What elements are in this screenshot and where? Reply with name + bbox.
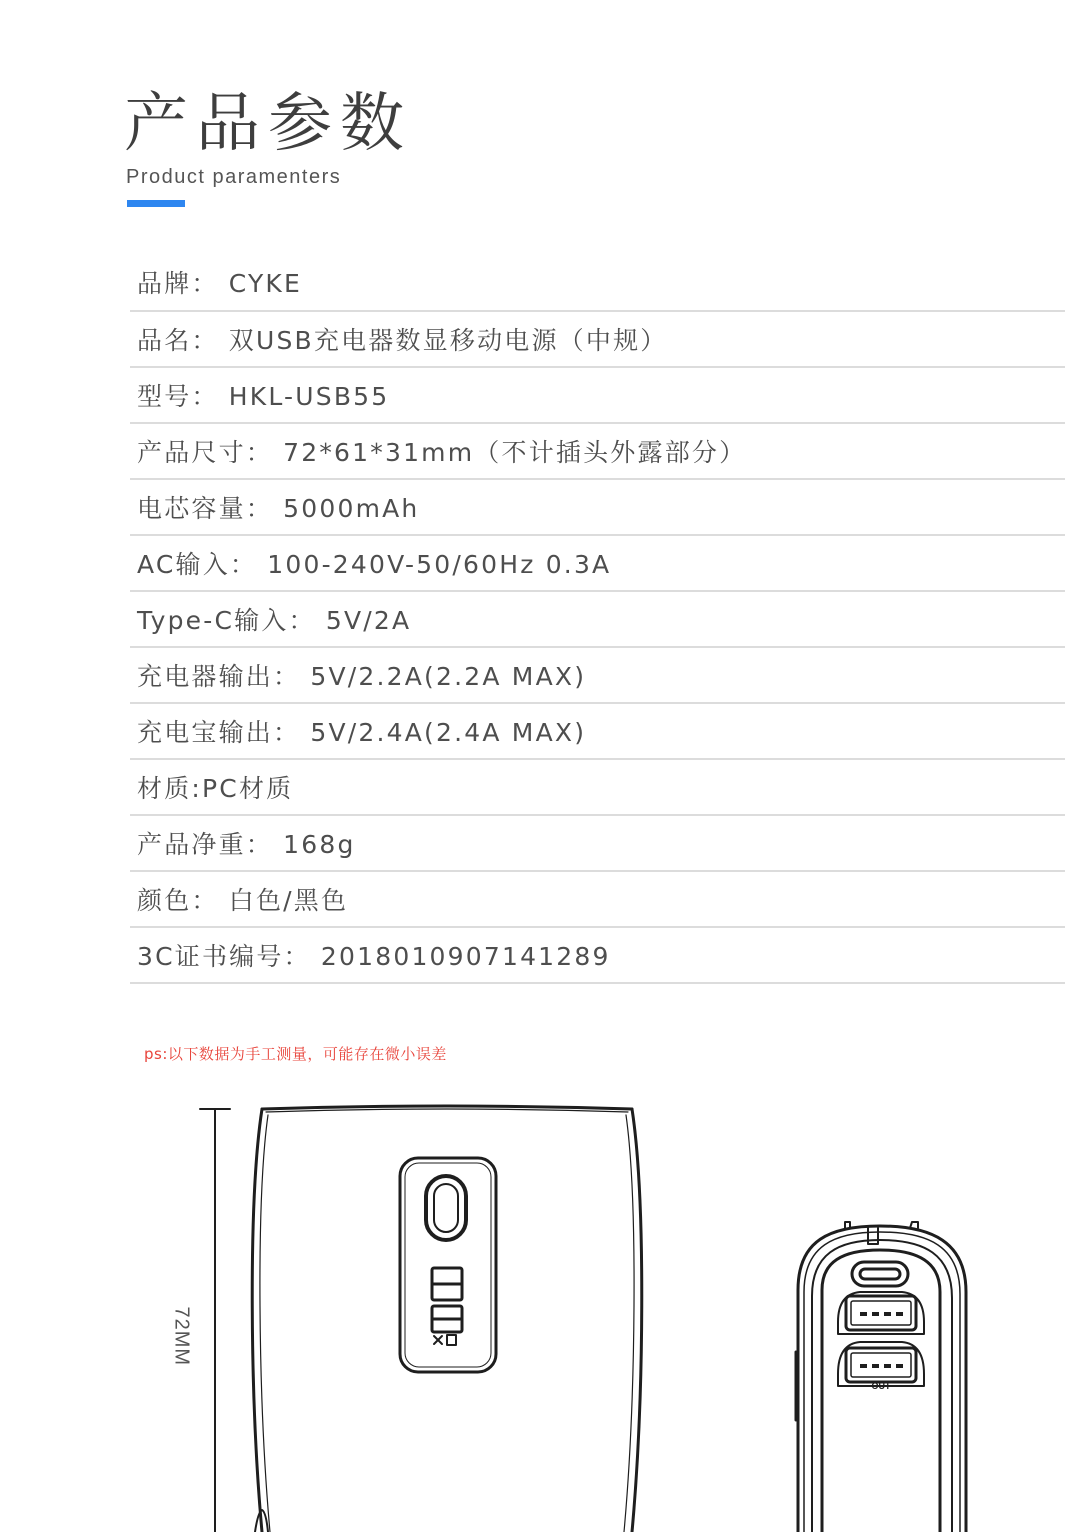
port-label: OUT (871, 1381, 891, 1391)
spec-row-charger-output: 充电器输出： 5V/2.2A(2.2A MAX) (130, 648, 1065, 704)
spec-row-3c-certificate: 3C证书编号： 2018010907141289 (130, 928, 1065, 984)
spec-row-weight: 产品净重： 168g (130, 816, 1065, 872)
usb-a-port-2 (838, 1342, 924, 1386)
spec-row-powerbank-output: 充电宝输出： 5V/2.4A(2.4A MAX) (130, 704, 1065, 760)
display-panel (400, 1158, 496, 1372)
page-title: 产品参数 (124, 87, 412, 161)
spec-row-typec-input: Type-C输入： 5V/2A (130, 592, 1065, 648)
spec-row-dimensions: 产品尺寸： 72*61*31mm（不计插头外露部分） (130, 424, 1065, 480)
page-subtitle: Product paramenters (126, 166, 342, 188)
spec-row-material: 材质:PC材质 (130, 760, 1065, 816)
spec-list (130, 254, 1065, 984)
measurement-note: ps:以下数据为手工测量，可能存在微小误差 (144, 1045, 447, 1063)
usb-a-port-1 (838, 1292, 924, 1334)
title-accent-bar (127, 200, 185, 207)
spec-row-brand: 品牌： CYKE (130, 254, 1065, 312)
spec-row-ac-input: AC输入： 100-240V-50/60Hz 0.3A (130, 536, 1065, 592)
spec-row-product-name: 品名： 双USB充电器数显移动电源（中规） (130, 312, 1065, 368)
dimension-label: 72MM (170, 1306, 193, 1367)
product-line-drawing (0, 1090, 1080, 1532)
spec-row-color: 颜色： 白色/黑色 (130, 872, 1065, 928)
spec-row-model: 型号： HKL-USB55 (130, 368, 1065, 424)
dimension-line (200, 1109, 230, 1532)
spec-row-capacity: 电芯容量： 5000mAh (130, 480, 1065, 536)
usb-c-port (852, 1262, 908, 1286)
